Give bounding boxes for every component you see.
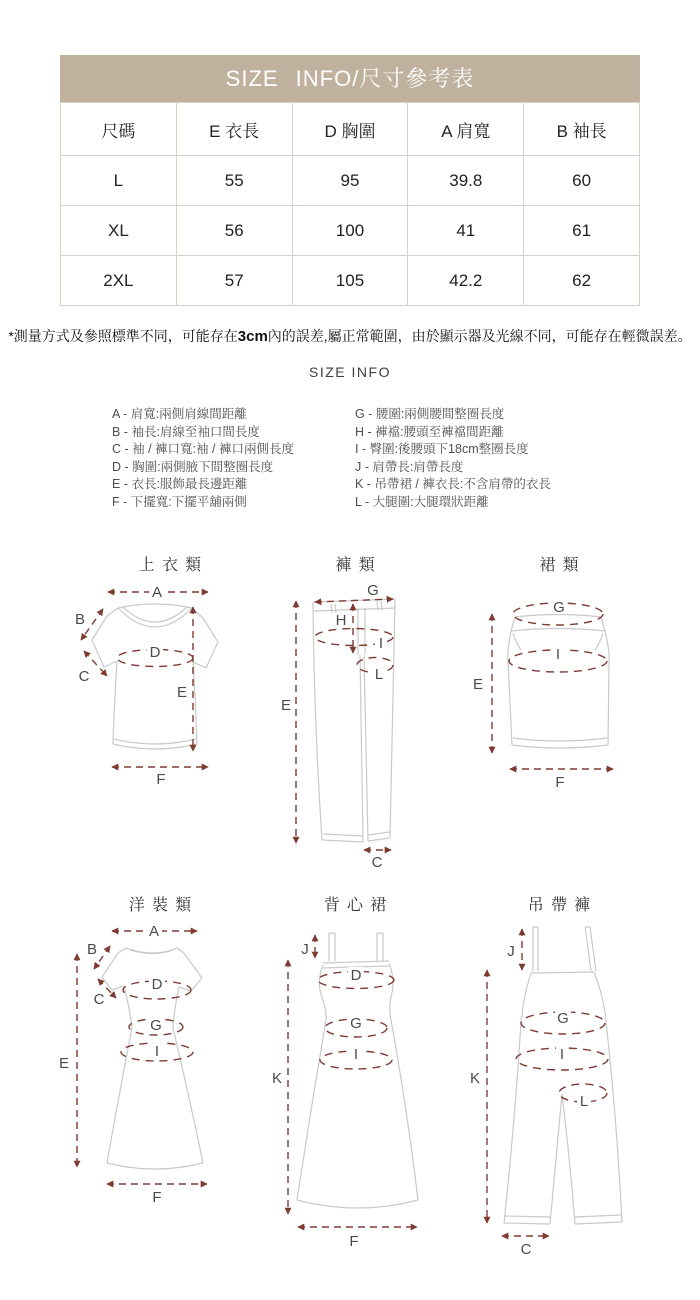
label-E: E [472,676,484,693]
disclaimer-text-2: 內的誤差,屬正常範圍，由於顯示器及光線不同，可能存在輕微誤差。 [267,328,692,344]
cell-size: XL [61,206,177,256]
legend-item: L - 大腿圍:大腿環狀距離 [355,494,489,509]
label-J: J [507,943,515,960]
tshirt-outline [92,604,218,749]
legend-left-column [112,406,355,512]
measurement-disclaimer [0,326,700,346]
label-B: B [86,941,98,958]
label-K: K [469,1070,481,1087]
disclaimer-text-1: *測量方式及參照標準不同，可能存在 [8,328,238,344]
label-D: D [149,644,161,661]
legend-item: B - 袖長:肩線至袖口間長度 [112,424,260,439]
cell-value: 39.8 [408,156,524,206]
table-row [61,156,640,206]
label-K: K [271,1070,283,1087]
size-table-title: SIZE INFO/尺寸參考表 [60,55,640,102]
legend-item: A - 肩寬:兩側肩線間距離 [112,407,247,421]
cell-size: L [61,156,177,206]
cell-value: 100 [292,206,408,256]
cell-value: 61 [524,206,640,256]
label-C: C [93,991,105,1008]
cell-value: 42.2 [408,256,524,306]
diagram-title: 背心裙 [323,897,394,914]
vest-dress-diagram-svg [265,880,455,1255]
measure-lines [281,582,393,871]
skirt-diagram-svg [460,540,640,795]
label-I: I [555,646,561,663]
col-header-length: E 衣長 [176,103,292,156]
label-L: L [579,1093,589,1110]
diagram-title: 裙類 [539,557,586,574]
diagram-title: 洋裝類 [128,897,199,914]
label-G: G [367,582,379,599]
cell-size: 2XL [61,256,177,306]
diagram-pants [280,540,460,875]
measure-lines [59,923,207,1205]
legend-item: E - 衣長:服飾最長邊距離 [112,477,248,492]
diagram-vest-dress [265,880,455,1255]
legend-item: D - 胸圍:兩側腋下間整圈長度 [112,459,274,474]
table-header-row [61,103,640,156]
overalls-outline [504,927,622,1224]
table-row [61,256,640,306]
label-E: E [58,1055,70,1072]
overalls-diagram-svg [455,880,645,1265]
size-info-heading: SIZE INFO [309,364,391,380]
label-L: L [374,666,384,683]
diagram-tops [60,540,280,790]
col-header-shoulder: A 肩寬 [408,103,524,156]
label-E: E [176,684,188,701]
legend-item: J - 肩帶長:肩帶長度 [355,459,464,474]
label-G: G [350,1015,362,1032]
legend-item: G - 腰圍:兩側腰間整圈長度 [355,407,505,421]
disclaimer-3cm: 3cm [237,328,268,345]
col-header-size: 尺碼 [61,103,177,156]
label-C: C [371,854,383,871]
label-H: H [335,612,347,629]
diagram-skirt [460,540,640,795]
cell-value: 62 [524,256,640,306]
label-A: A [148,923,160,940]
label-J: J [301,941,309,958]
legend-item: F - 下擺寬:下擺平舖兩側 [112,494,247,509]
measure-lines [470,929,608,1258]
cell-value: 105 [292,256,408,306]
diagram-overalls [455,880,645,1265]
label-I: I [154,1043,160,1060]
dress-diagram-svg [50,880,270,1205]
label-F: F [555,774,565,791]
label-A: A [151,584,163,601]
label-I: I [378,635,384,652]
skirt-outline [508,615,609,749]
label-D: D [151,976,163,993]
legend-item: K - 吊帶裙 / 褲衣長:不含肩帶的衣長 [355,477,551,492]
legend-right-column [355,406,551,512]
cell-value: 95 [292,156,408,206]
label-C: C [520,1241,532,1258]
diagram-dress [50,880,270,1205]
measure-lines [75,584,208,788]
pants-diagram-svg [280,540,460,875]
label-D: D [350,967,362,984]
label-I: I [559,1046,565,1063]
label-F: F [349,1233,359,1250]
label-F: F [152,1189,162,1205]
col-header-sleeve: B 袖長 [524,103,640,156]
label-C: C [78,668,90,685]
diagram-title: 吊帶褲 [527,897,598,914]
cell-value: 60 [524,156,640,206]
label-E: E [280,697,292,714]
diagram-title: 褲類 [335,557,382,574]
label-G: G [557,1010,569,1027]
legend-item: C - 袖 / 褲口寬:袖 / 褲口兩側長度 [112,442,294,457]
measure-lines [272,935,417,1250]
cell-value: 56 [176,206,292,256]
label-B: B [74,611,86,628]
label-F: F [156,771,166,788]
size-table [60,102,640,306]
measure-lines [473,598,613,791]
cell-value: 55 [176,156,292,206]
label-G: G [150,1017,162,1034]
tops-diagram-svg [60,540,280,790]
cell-value: 41 [408,206,524,256]
label-G: G [553,599,565,616]
legend-item: I - 臀圍:後腰頭下18cm整圈長度 [355,442,529,457]
col-header-bust: D 胸圍 [292,103,408,156]
cell-value: 57 [176,256,292,306]
legend-item: H - 褲襠:腰頭至褲襠間距離 [355,424,504,439]
measurement-legend [112,406,551,512]
diagram-title: 上衣類 [138,557,209,574]
table-row [61,206,640,256]
label-I: I [353,1046,359,1063]
